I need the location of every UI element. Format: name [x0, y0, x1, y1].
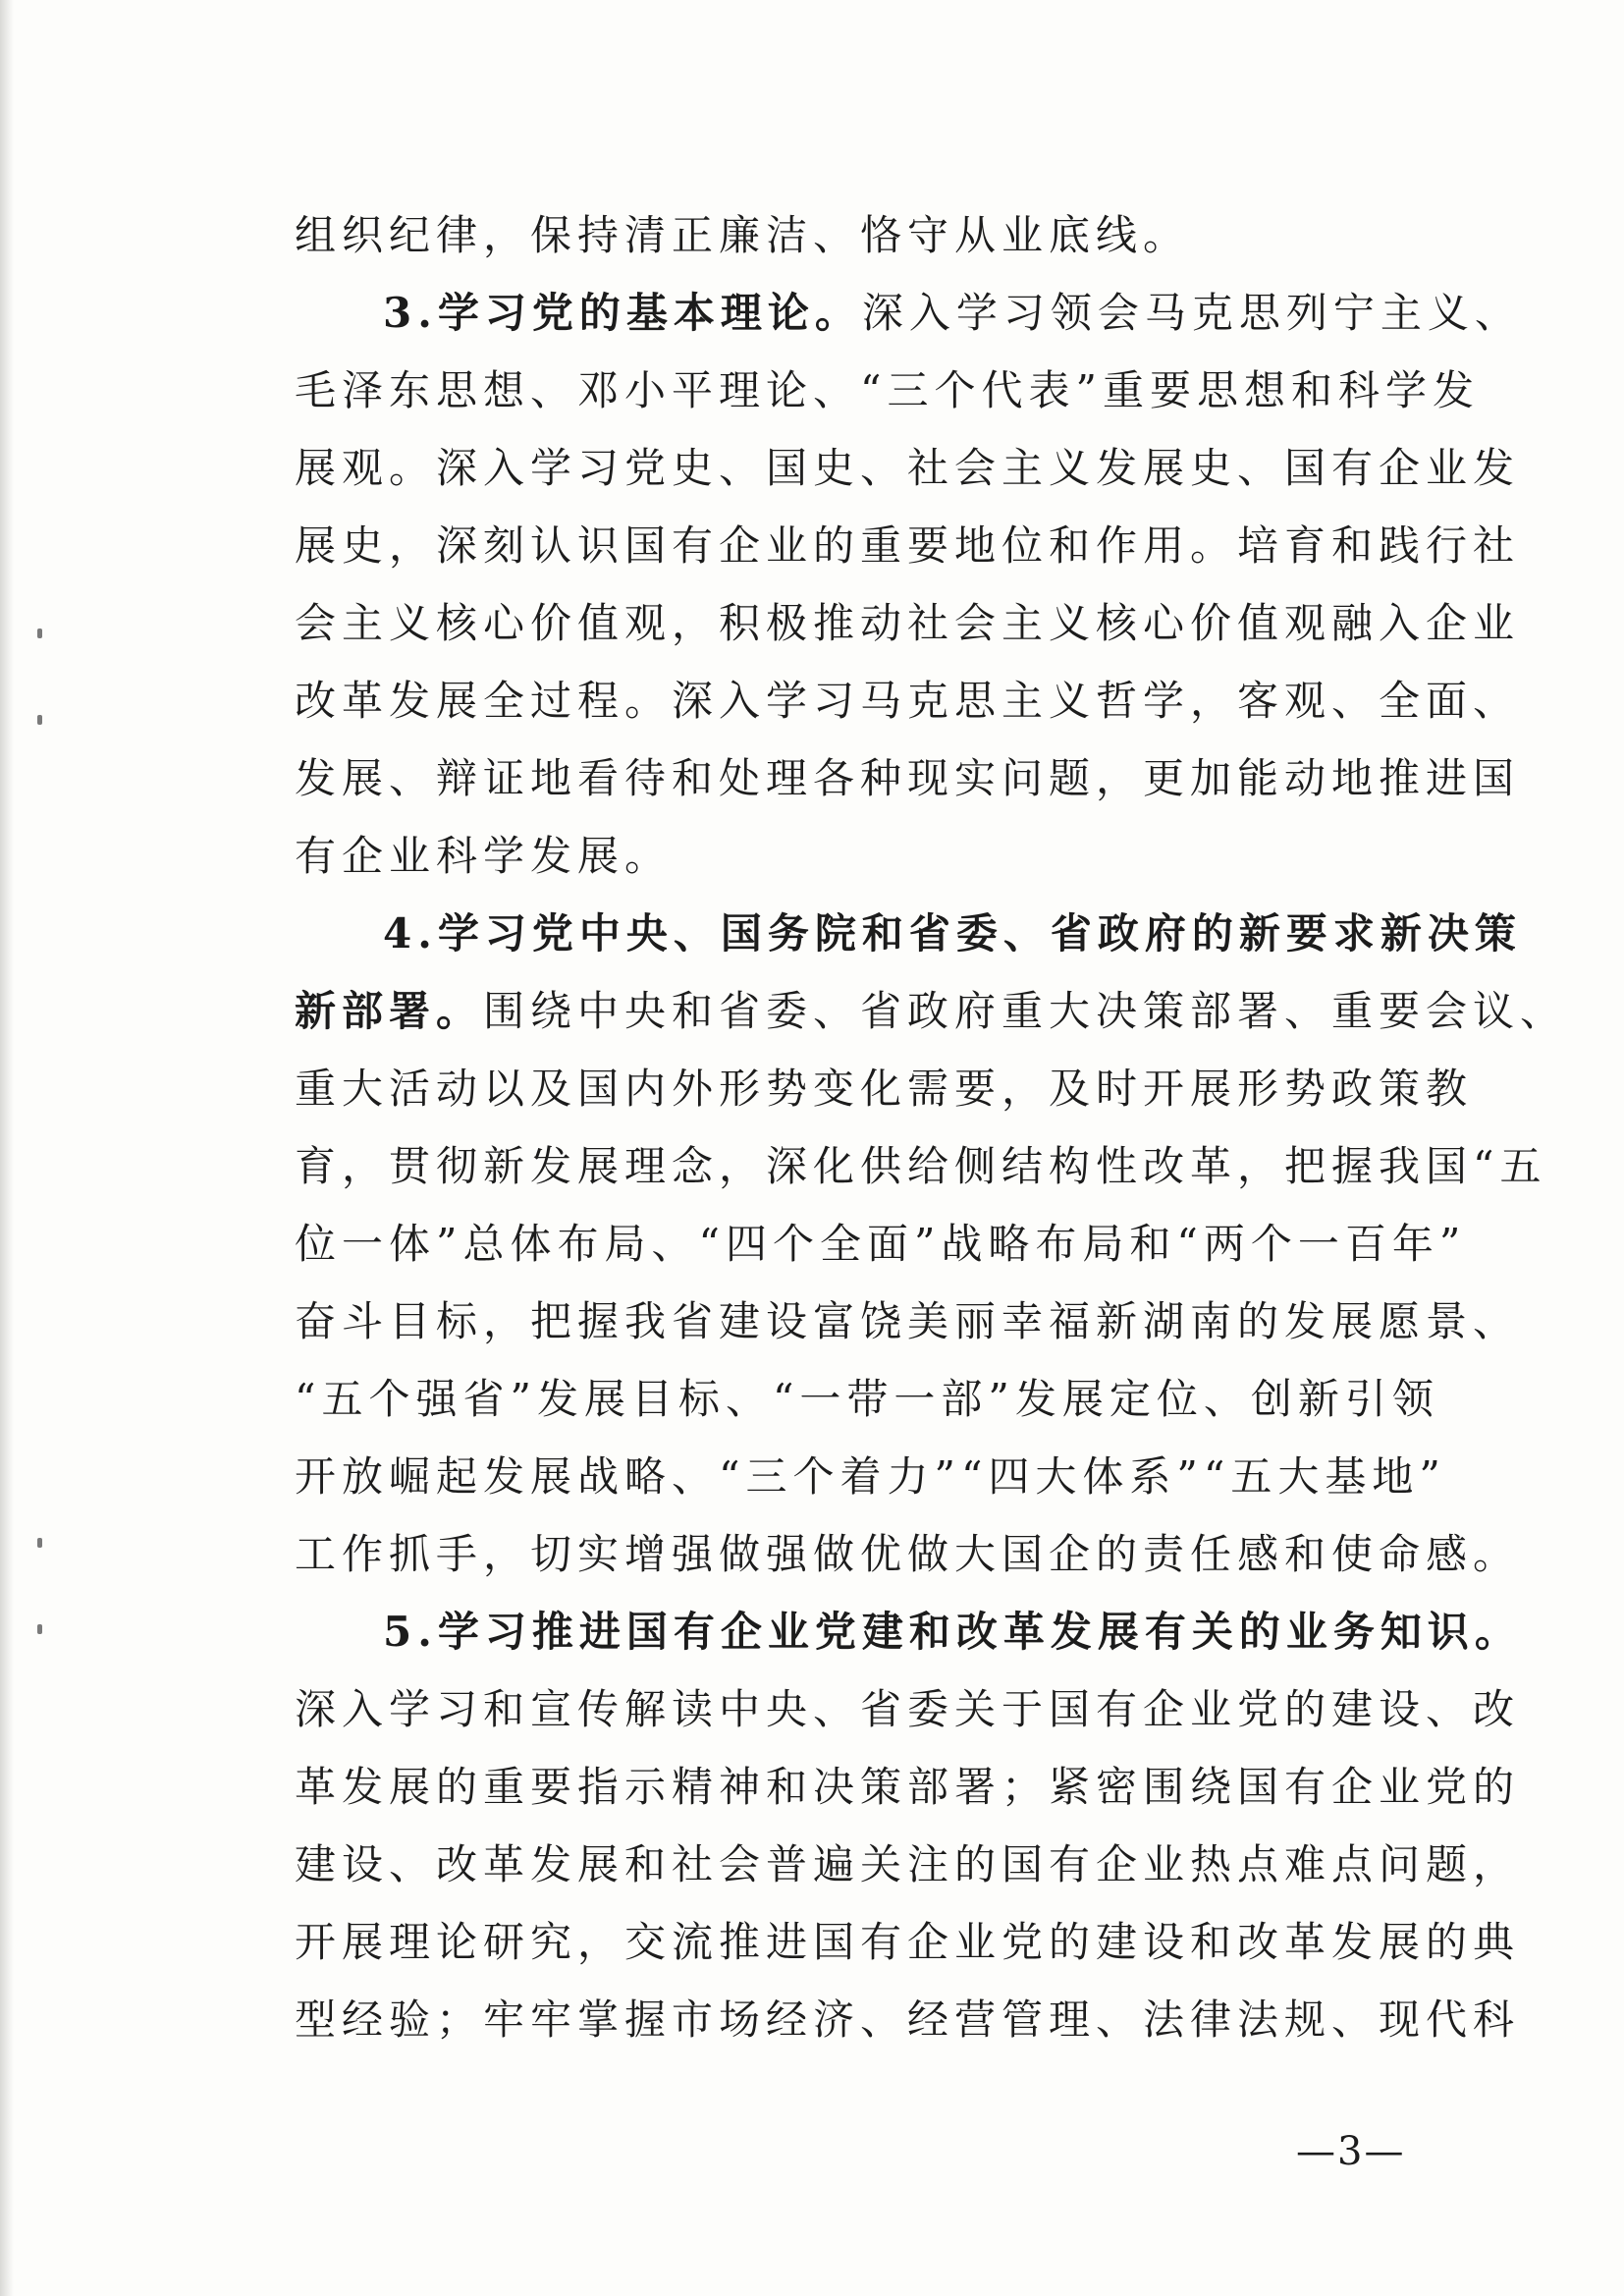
section-heading-5: 5.学习推进国有企业党建和改革发展有关的业务知识。: [383, 1608, 1522, 1656]
text-line: “五个强省”发展目标、“一带一部”发展定位、创新引领: [295, 1375, 1439, 1423]
section-heading-4: 4.学习党中央、国务院和省委、省政府的新要求新决策: [383, 909, 1522, 957]
text-line: 位一体”总体布局、“四个全面”战略布局和“两个一百年”: [295, 1220, 1467, 1268]
text-line: 工作抓手，切实增强做强做优做大国企的责任感和使命感。: [295, 1530, 1521, 1578]
text-line: 组织纪律，保持清正廉洁、恪守从业底线。: [295, 211, 1191, 259]
punch-mark: [37, 715, 42, 725]
punch-mark: [37, 629, 42, 638]
section-heading-4-cont: 新部署。: [295, 987, 484, 1035]
text-line: 展观。深入学习党史、国史、社会主义发展史、国有企业发: [295, 444, 1521, 492]
paragraph-4-start: [295, 895, 1522, 972]
text-line: 有企业科学发展。: [295, 832, 673, 880]
text-line: 深入学习和宣传解读中央、省委关于国有企业党的建设、改: [295, 1685, 1521, 1733]
punch-mark: [37, 1624, 42, 1634]
text-line: 新部署。围绕中央和省委、省政府重大决策部署、重要会议、: [295, 987, 1568, 1035]
section-heading-3: 3.学习党的基本理论。: [383, 289, 862, 337]
paragraph-3-start: 3.学习党的基本理论。深入学习领会马克思列宁主义、: [383, 289, 1522, 337]
text-line: 重大活动以及国内外形势变化需要，及时开展形势政策教: [295, 1065, 1474, 1113]
page-number: —3—: [1296, 2129, 1406, 2174]
paragraph-5-start: [295, 1593, 1522, 1670]
scan-edge: [0, 0, 14, 2296]
text-line: 开放崛起发展战略、“三个着力”“四大体系”“五大基地”: [295, 1452, 1446, 1501]
text-line: 奋斗目标，把握我省建设富饶美丽幸福新湖南的发展愿景、: [295, 1297, 1521, 1345]
punch-mark: [37, 1538, 42, 1548]
text-line: 发展、辩证地看待和处理各种现实问题，更加能动地推进国: [295, 754, 1521, 802]
text-line: 开展理论研究，交流推进国有企业党的建设和改革发展的典: [295, 1918, 1521, 1966]
text-line: 毛泽东思想、邓小平理论、“三个代表”重要思想和科学发: [295, 366, 1480, 414]
text-line: 改革发展全过程。深入学习马克思主义哲学，客观、全面、: [295, 677, 1521, 725]
document-body: [295, 196, 1568, 2058]
text-line: 展史，深刻认识国有企业的重要地位和作用。培育和践行社: [295, 521, 1521, 570]
text-line: 建设、改革发展和社会普遍关注的国有企业热点难点问题，: [295, 1840, 1521, 1888]
text-line: 革发展的重要指示精神和决策部署；紧密围绕国有企业党的: [295, 1763, 1521, 1811]
text-line: 育，贯彻新发展理念，深化供给侧结构性改革，把握我国“五: [295, 1142, 1547, 1190]
text-line: 型经验；牢牢掌握市场经济、经营管理、法律法规、现代科: [295, 1995, 1521, 2044]
text-line: 会主义核心价值观，积极推动社会主义核心价值观融入企业: [295, 599, 1521, 647]
